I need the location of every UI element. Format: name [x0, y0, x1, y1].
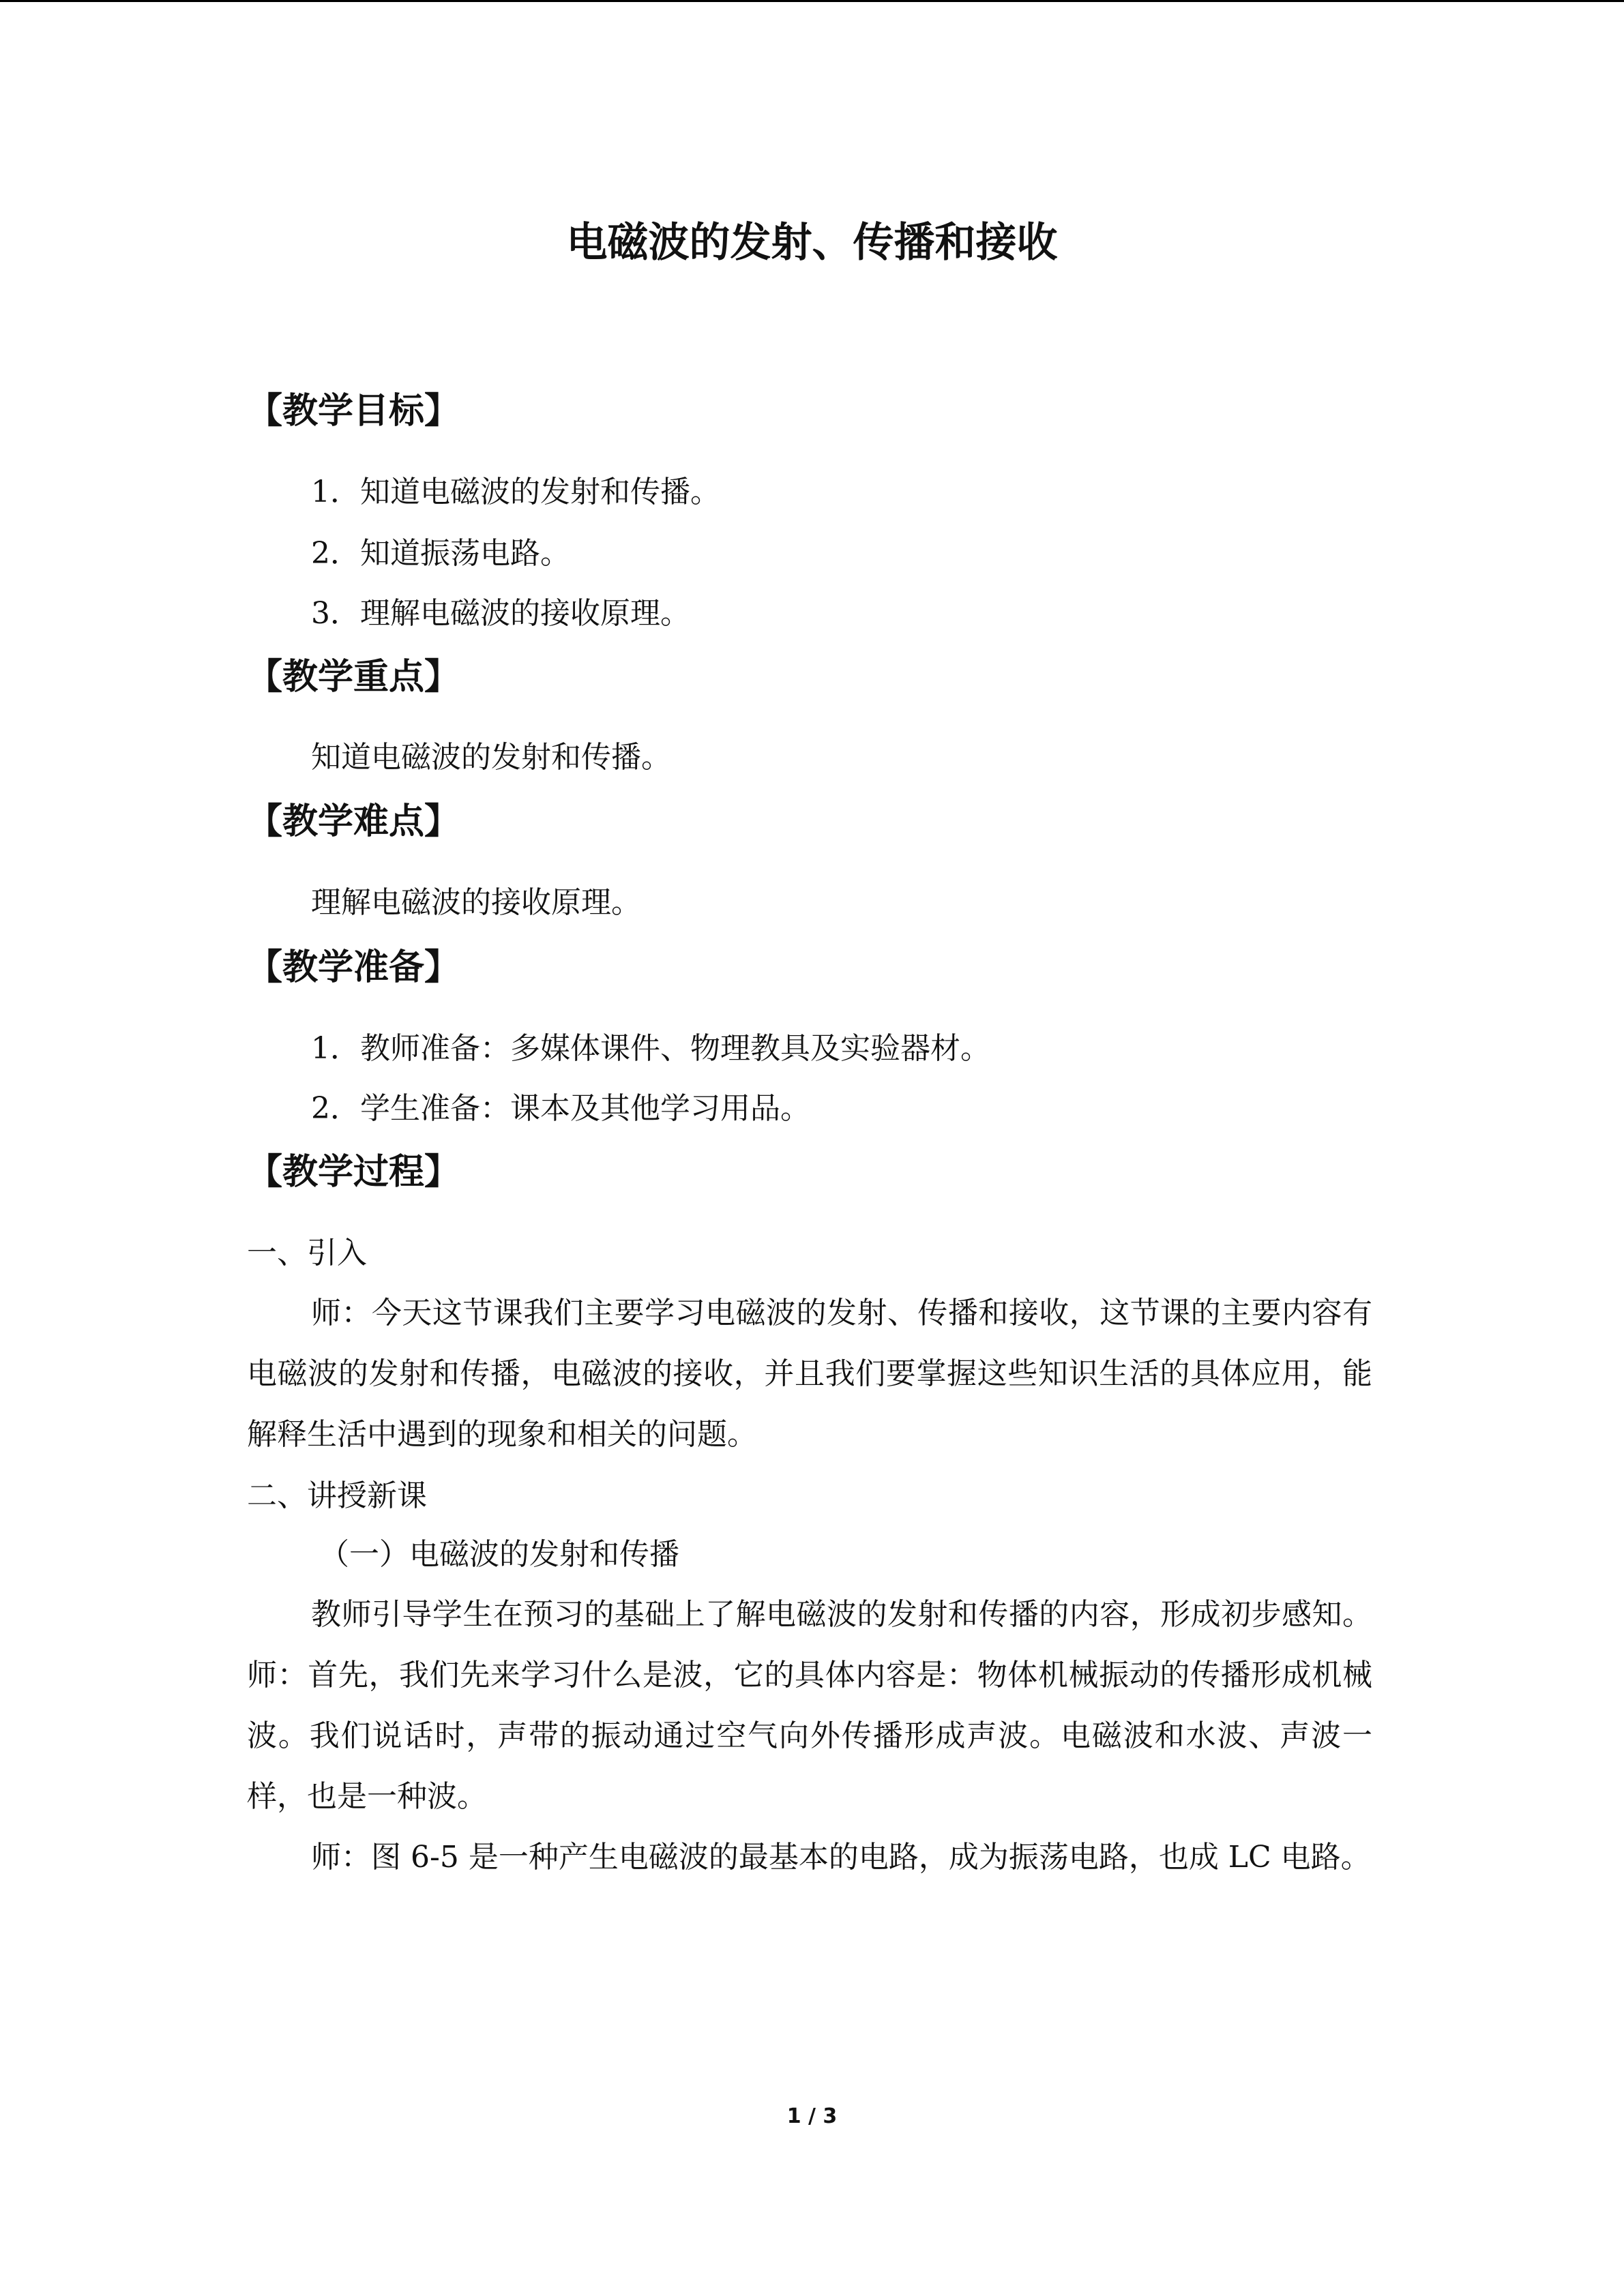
page-number: 1 / 3 — [786, 2104, 838, 2128]
goal-item-3: 3．理解电磁波的接收原理。 — [311, 596, 690, 631]
difficulties-text: 理解电磁波的接收原理。 — [311, 885, 641, 920]
process-part1-title: 一、引入 — [247, 1236, 367, 1270]
heading-preparation: 【教学准备】 — [247, 947, 460, 988]
process-part2-title: 二、讲授新课 — [247, 1478, 427, 1513]
key-points-text: 知道电磁波的发射和传播。 — [311, 740, 671, 775]
goal-item-1: 1．知道电磁波的发射和传播。 — [311, 475, 720, 509]
process-part1-paragraph: 师：今天这节课我们主要学习电磁波的发射、传播和接收，这节课的主要内容有电磁波的发射和传播，电磁波的接收，并且我们要掌握这些知识生活的具体应用，能解释生活中遇到的现象和相关的问题。 — [247, 1296, 1372, 1452]
goal-item-2: 2．知道振荡电路。 — [311, 536, 570, 571]
heading-difficulties: 【教学难点】 — [247, 801, 460, 842]
process-sub1-title: （一）电磁波的发射和传播 — [319, 1537, 679, 1572]
document-title: 电磁波的发射、传播和接收 — [566, 219, 1058, 267]
heading-key-points: 【教学重点】 — [247, 657, 460, 698]
heading-process: 【教学过程】 — [247, 1152, 460, 1193]
process-sub1-paragraph-2: 师：图 6-5 是一种产生电磁波的最基本的电路，成为振荡电路，也成 LC 电路。 — [311, 1840, 1371, 1875]
heading-teaching-goals: 【教学目标】 — [247, 391, 460, 432]
preparation-item-2: 2．学生准备：课本及其他学习用品。 — [311, 1091, 810, 1126]
preparation-item-1: 1．教师准备：多媒体课件、物理教具及实验器材。 — [311, 1031, 990, 1066]
process-sub1-paragraph-1: 教师引导学生在预习的基础上了解电磁波的发射和传播的内容，形成初步感知。师：首先，我们先来学习什么是波，它的具体内容是：物体机械振动的传播形成机械波。我们说话时，声带的振动通过空气向外传播形成声波。电磁波和水波、声波一样，也是一种波。 — [247, 1597, 1372, 1814]
